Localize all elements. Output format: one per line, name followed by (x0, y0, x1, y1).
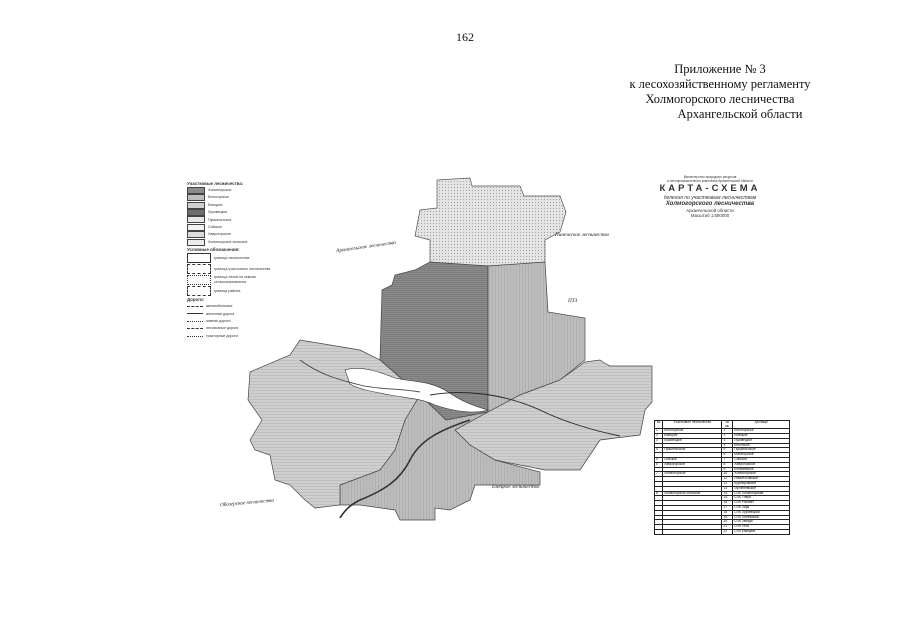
table-cell: СПК Заря (733, 505, 790, 510)
legend-swatch (187, 194, 205, 201)
district-table (654, 420, 790, 535)
legend-line (187, 313, 203, 314)
table-cell: Луковецкое (733, 438, 790, 443)
table-cell (663, 529, 722, 534)
legend-label: железная дорога (206, 311, 235, 316)
legend-swatch (187, 187, 205, 194)
table-cell: СПК Емецкий (733, 529, 790, 534)
legend-swatch (187, 216, 205, 223)
table-cell: 1 (722, 429, 733, 434)
table-cell: СПК Луковецкий (733, 510, 790, 515)
table-cell: 13 (722, 486, 733, 491)
map-scale: Масштаб 1:500000 (690, 213, 730, 218)
table-cell: 2 (655, 433, 663, 438)
appendix-line-2: к лесохозяйственному регламенту (629, 77, 811, 91)
table-cell: 22 (722, 529, 733, 534)
legend-row (187, 231, 279, 238)
legend-label: Луковецкое (208, 210, 228, 215)
legend-swatch (187, 253, 211, 263)
label-east: ПТЗ (568, 298, 578, 304)
legend-row (187, 201, 279, 208)
table-cell: Сийское (663, 457, 722, 462)
table-cell: Кехотское (733, 443, 790, 448)
legend-section-roads: Дороги: (187, 297, 205, 303)
table-cell: 4 (722, 443, 733, 448)
legend-section-symbols: Условные обозначения: (187, 246, 240, 252)
table-cell: Холмогорское (733, 472, 790, 477)
table-header-cell: Урочище (733, 421, 790, 429)
legend-row (187, 263, 279, 274)
legend-label: зимние дороги (206, 319, 231, 324)
table-cell: 5 (722, 448, 733, 453)
table-cell: 7 (722, 457, 733, 462)
agency-line-1: Министерство природных ресурсов (683, 175, 737, 179)
legend-row (187, 209, 279, 216)
legend-line (187, 306, 203, 307)
legend-row (187, 238, 279, 245)
legend-row (187, 303, 279, 310)
table-header-cell: Участковое лесничество (663, 421, 722, 429)
legend-label: граница лесничества (214, 255, 250, 260)
legend-label: Холмогорское сельское (208, 239, 248, 244)
table-cell: СПК Товра (733, 496, 790, 501)
map-title-block (645, 175, 775, 218)
appendix-line-4: Архангельской области (677, 107, 803, 121)
legend-line (187, 328, 203, 329)
legend-row (187, 318, 279, 325)
table-cell: Матигорское (733, 453, 790, 458)
legend-line (187, 336, 203, 337)
appendix-line-1: Приложение № 3 (674, 62, 766, 76)
map-legend (187, 180, 279, 338)
label-south-west: Обозерское лесничество (219, 497, 275, 509)
legend-label: Емецкое (208, 202, 223, 207)
legend-row (187, 252, 279, 263)
map-subtitle: деления по участковым лесничествам (663, 195, 757, 201)
table-cell: Холмогорское (663, 472, 722, 477)
legend-label: Холмогорское (208, 187, 232, 192)
table-cell: Емецкое (733, 433, 790, 438)
table-cell: 14 (722, 491, 733, 496)
table-cell: Сийское (733, 457, 790, 462)
table-cell: 19 (722, 515, 733, 520)
table-cell: Хаврогорское (733, 462, 790, 467)
table-cell: 18 (722, 510, 733, 515)
table-cell: СПК Ухта (733, 525, 790, 530)
legend-label: граница лесов на землях сельхозназначения (214, 275, 257, 284)
legend-row (187, 325, 279, 332)
table-cell: Емецкое (663, 433, 722, 438)
zone-north (415, 178, 566, 266)
table-cell: Ломоносовское (733, 477, 790, 482)
legend-swatch (187, 264, 211, 274)
legend-row (187, 274, 279, 285)
table-cell: Чухченемское (733, 486, 790, 491)
legend-swatch (187, 275, 211, 285)
table-header-cell: № (655, 421, 663, 429)
table-cell: 21 (722, 525, 733, 530)
legend-label: граница района (214, 288, 241, 293)
table-cell: 16 (722, 501, 733, 506)
legend-row (187, 187, 279, 194)
table-cell: Холмогорское сельское (663, 491, 722, 496)
legend-label: Сийское (208, 224, 223, 229)
table-row (655, 529, 790, 534)
legend-row (187, 310, 279, 317)
table-cell: 20 (722, 520, 733, 525)
map-region: Архангельской области (686, 208, 734, 213)
table-cell: Луковецкое (663, 438, 722, 443)
table-cell: Копачевское (733, 467, 790, 472)
table-cell: 7 (655, 472, 663, 477)
legend-label: Хаврогорское (208, 232, 231, 237)
legend-swatch (187, 202, 205, 209)
legend-row (187, 224, 279, 231)
table-cell: 12 (722, 481, 733, 486)
table-cell: 5 (655, 457, 663, 462)
agency-line-2: и лесопромышленного комплекса Архангельской области (667, 179, 753, 183)
table-cell: СПК Рассвет (733, 501, 790, 506)
table-cell: 8 (655, 491, 663, 496)
legend-label: лесовозные дороги (206, 326, 239, 331)
legend-swatch (187, 224, 205, 231)
legend-label: Пукшеньгское (208, 217, 232, 222)
district-table-body (655, 429, 790, 535)
legend-label: Белогорское (208, 195, 230, 200)
legend-row (187, 285, 279, 296)
legend-section-districts: Участковые лесничества: (187, 181, 244, 186)
table-cell: 8 (722, 462, 733, 467)
legend-label: автомобильные (206, 304, 233, 309)
table-cell: 10 (722, 472, 733, 477)
table-cell: 4 (655, 448, 663, 453)
label-north-east: Пинежское лесничество (555, 232, 610, 238)
table-cell: Хаврогорское (663, 462, 722, 467)
map-forestry-name: Холмогорского лесничества (665, 201, 755, 207)
table-cell: Пукшеньгское (733, 448, 790, 453)
table-cell: 3 (722, 438, 733, 443)
table-cell: 3 (655, 438, 663, 443)
legend-row (187, 332, 279, 339)
legend-swatch (187, 239, 205, 246)
legend-label: тракторные дороги (206, 333, 238, 338)
legend-label: граница участкового лесничества (214, 266, 271, 271)
legend-swatch (187, 209, 205, 216)
table-cell: Белогорское (733, 429, 790, 434)
table-cell: 17 (722, 505, 733, 510)
table-cell: СПК Пинежский (733, 515, 790, 520)
table-cell (655, 529, 663, 534)
legend-row (187, 194, 279, 201)
table-cell: Белогорское (663, 429, 722, 434)
appendix-line-3: Холмогорского лесничества (645, 92, 795, 106)
table-cell: 9 (722, 467, 733, 472)
legend-swatch (187, 231, 205, 238)
page-number: 162 (456, 30, 474, 44)
map-title: КАРТА-СХЕМА (659, 183, 761, 194)
table-header-cell: № кв. (722, 421, 733, 429)
table-cell: Пукшеньгское (663, 448, 722, 453)
legend-line (187, 321, 203, 322)
label-south: Емецкое лесничество (492, 484, 540, 490)
legend-row (187, 216, 279, 223)
table-cell: 11 (722, 477, 733, 482)
label-north-west: Архангельское лесничество (335, 239, 397, 255)
table-cell: 6 (655, 462, 663, 467)
table-cell: СПК Холмогорский (733, 491, 790, 496)
table-cell: 15 (722, 496, 733, 501)
table-cell: Курostровское (733, 481, 790, 486)
table-cell: 2 (722, 433, 733, 438)
legend-swatch (187, 286, 211, 296)
table-cell: СПК Звезда (733, 520, 790, 525)
table-cell: 6 (722, 453, 733, 458)
table-cell: 1 (655, 429, 663, 434)
